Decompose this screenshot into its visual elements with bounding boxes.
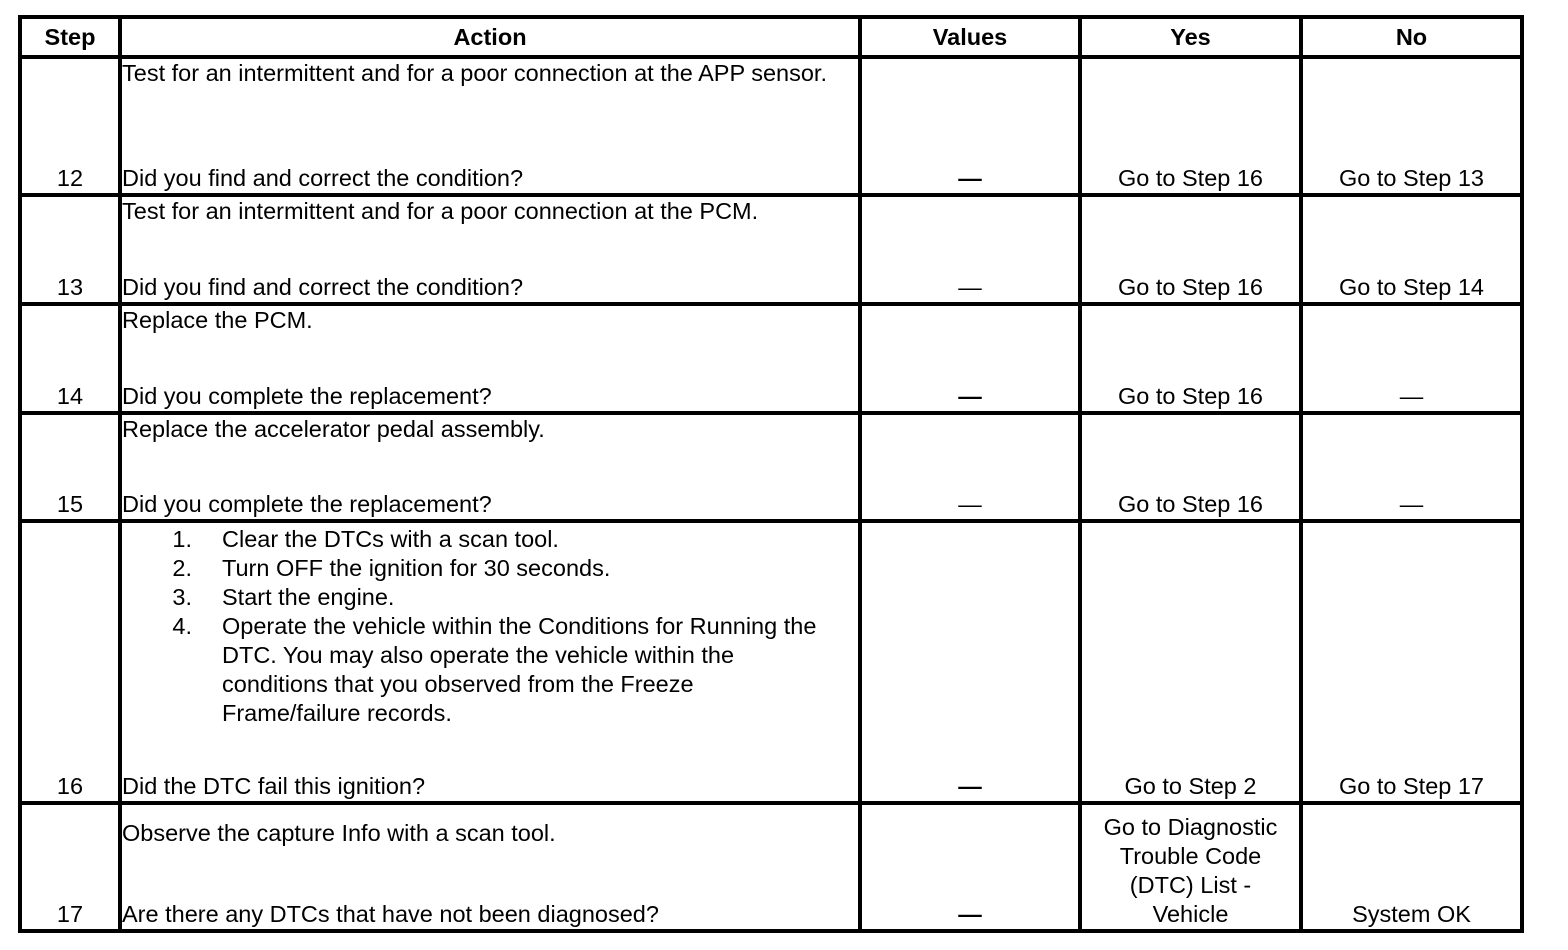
yes-cell: Go to Step 16 (1080, 57, 1301, 195)
yes-cell: Go to Step 2 (1080, 521, 1301, 802)
values-cell: — (860, 57, 1080, 195)
action-cell (120, 195, 860, 304)
step-number: 17 (20, 803, 120, 931)
values-cell: — (860, 195, 1080, 304)
action-instruction: Test for an intermittent and for a poor connection at the APP sensor. (122, 60, 827, 86)
procedure-number: 4. (172, 613, 192, 640)
header-yes: Yes (1080, 17, 1301, 57)
procedure-text: Turn OFF the ignition for 30 seconds. (222, 555, 611, 582)
procedure-text: Clear the DTCs with a scan tool. (222, 526, 559, 553)
yes-line: Go to Diagnostic (1103, 814, 1278, 840)
header-row (20, 17, 1522, 57)
values-cell: — (860, 521, 1080, 802)
step-number: 12 (20, 57, 120, 195)
yes-line: Vehicle (1152, 901, 1229, 927)
table-row (20, 413, 1522, 521)
action-cell (120, 304, 860, 413)
procedure-text: Operate the vehicle within the Conditions for Running the DTC. You may also operate the vehicle within the conditions that you observed from the Freeze Frame/failure records. (222, 613, 817, 727)
values-cell: — (860, 803, 1080, 931)
values-cell: — (860, 413, 1080, 521)
step-number: 16 (20, 521, 120, 802)
action-instruction: Replace the accelerator pedal assembly. (122, 416, 545, 443)
procedure-number: 2. (172, 555, 192, 582)
action-question: Did you find and correct the condition? (122, 274, 524, 301)
procedure-item (122, 554, 858, 583)
action-question: Did you complete the replacement? (122, 491, 492, 518)
table-row (20, 803, 1522, 931)
action-instruction: Observe the capture Info with a scan tool. (122, 819, 556, 846)
action-question: Did you complete the replacement? (122, 383, 492, 410)
table-row (20, 57, 1522, 195)
header-action: Action (120, 17, 860, 57)
action-question: Did the DTC fail this ignition? (122, 772, 426, 799)
action-cell (120, 521, 860, 802)
yes-line: (DTC) List - (1129, 872, 1252, 898)
header-no: No (1301, 17, 1522, 57)
action-question: Did you find and correct the condition? (122, 165, 524, 192)
table-row (20, 521, 1522, 802)
procedure-item (122, 583, 858, 612)
no-cell: Go to Step 17 (1301, 521, 1522, 802)
step-number: 14 (20, 304, 120, 413)
yes-cell (1080, 803, 1301, 931)
yes-line: Trouble Code (1119, 843, 1262, 869)
header-step: Step (20, 17, 120, 57)
action-cell (120, 803, 860, 931)
table-row (20, 304, 1522, 413)
no-cell: Go to Step 14 (1301, 195, 1522, 304)
values-cell: — (860, 304, 1080, 413)
procedure-item (122, 525, 858, 554)
no-cell: — (1301, 304, 1522, 413)
procedure-item (122, 612, 858, 728)
yes-cell: Go to Step 16 (1080, 195, 1301, 304)
step-number: 13 (20, 195, 120, 304)
action-instruction: Test for an intermittent and for a poor connection at the PCM. (122, 198, 759, 225)
procedure-list (122, 525, 858, 728)
step-number: 15 (20, 413, 120, 521)
no-cell: Go to Step 13 (1301, 57, 1522, 195)
diagnostic-table (18, 15, 1524, 933)
no-cell: System OK (1301, 803, 1522, 931)
action-instruction: Replace the PCM. (122, 307, 313, 334)
action-cell (120, 57, 860, 195)
procedure-text: Start the engine. (222, 584, 395, 611)
no-cell: — (1301, 413, 1522, 521)
action-question: Are there any DTCs that have not been diagnosed? (122, 901, 659, 927)
action-cell (120, 413, 860, 521)
yes-cell: Go to Step 16 (1080, 304, 1301, 413)
procedure-number: 3. (172, 584, 192, 611)
table-row (20, 195, 1522, 304)
header-values: Values (860, 17, 1080, 57)
procedure-number: 1. (172, 526, 192, 553)
yes-cell: Go to Step 16 (1080, 413, 1301, 521)
